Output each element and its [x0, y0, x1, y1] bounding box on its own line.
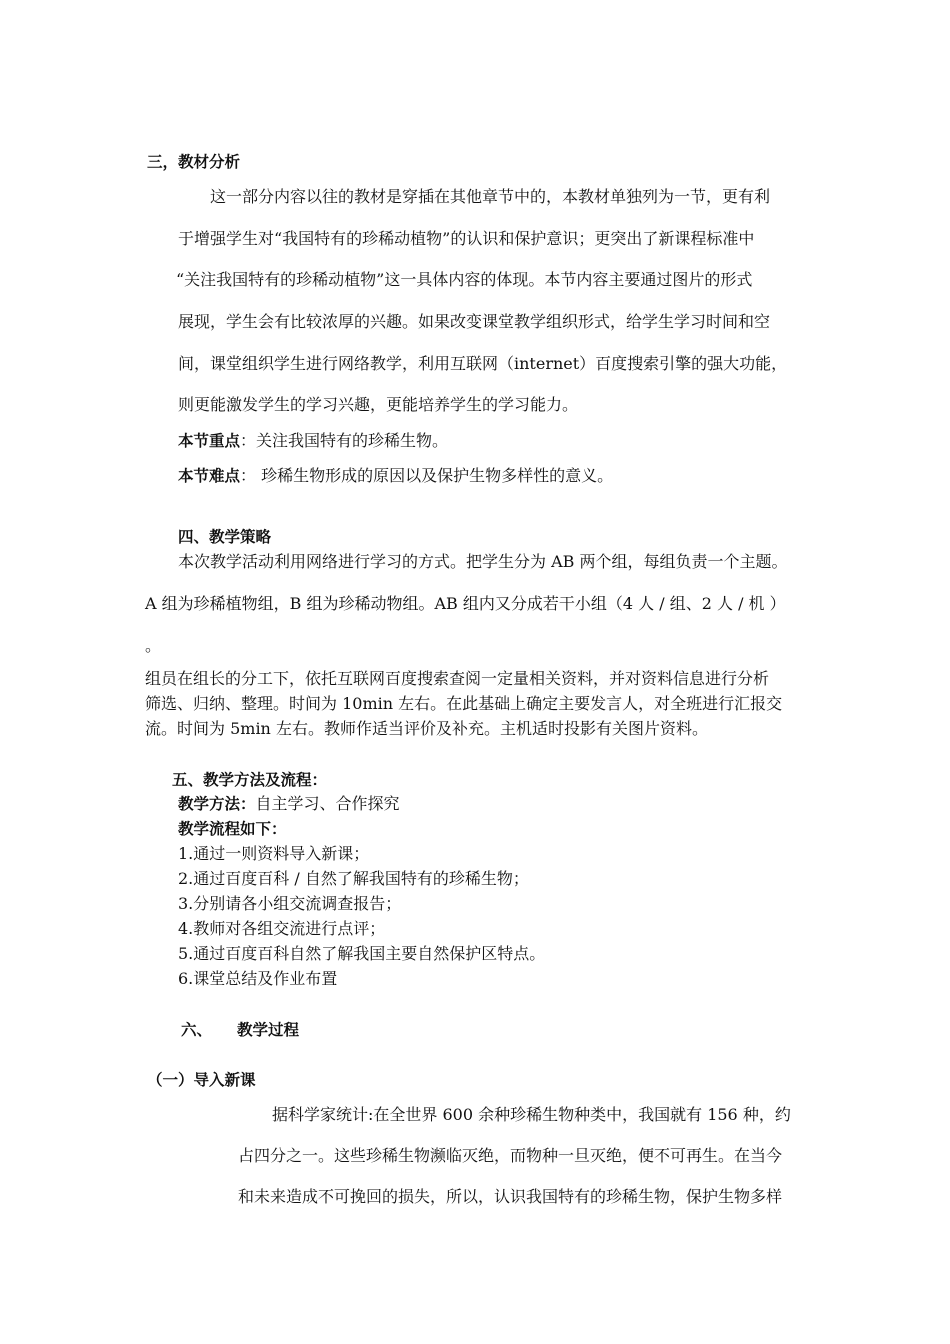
difficulty-label: 本节难点: [178, 467, 241, 485]
flow-step-5: 5.通过百度百科自然了解我国主要自然保护区特点。: [178, 944, 546, 963]
section-4-line-3: 。: [145, 636, 162, 655]
flow-step-3: 3.分别请各小组交流调查报告；: [178, 894, 402, 913]
difficulty-text: ： 珍稀生物形成的原因以及保护生物多样性的意义。: [240, 466, 614, 485]
section-3-line-1: 这一部分内容以往的教材是穿插在其他章节中的，本教材单独列为一节，更有利: [210, 187, 771, 206]
key-point-label: 本节重点: [178, 432, 241, 450]
flow-step-2: 2.通过百度百科 / 自然了解我国特有的珍稀生物；: [178, 869, 529, 888]
method-label: 教学方法：: [178, 795, 256, 813]
section-3-line-2: 于增强学生对“我国特有的珍稀动植物”的认识和保护意识；更突出了新课程标准中: [178, 229, 755, 248]
section-3-heading: 三，教材分析: [147, 153, 241, 171]
section-5-heading: 五、教学方法及流程：: [172, 771, 328, 789]
flow-step-4: 4.教师对各组交流进行点评；: [178, 919, 386, 938]
subsection-1-heading: （一）导入新课: [147, 1071, 256, 1089]
section-3-line-5: 间，课堂组织学生进行网络教学，利用互联网（internet）百度搜索引擎的强大功能，: [178, 354, 788, 373]
section-6-title: 教学过程: [237, 1021, 300, 1039]
flow-step-6: 6.课堂总结及作业布置: [178, 969, 338, 988]
intro-line-1: 据科学家统计:在全世界 600 余种珍稀生物种类中，我国就有 156 种，约: [272, 1105, 791, 1124]
difficulty-line: [178, 465, 613, 487]
section-4-line-1: 本次教学活动利用网络进行学习的方式。把学生分为 AB 两个组，每组负责一个主题。: [178, 552, 788, 571]
intro-line-2: 占四分之一。这些珍稀生物濒临灭绝，而物种一旦灭绝，便不可再生。在当今: [238, 1146, 783, 1165]
flow-step-1: 1.通过一则资料导入新课；: [178, 844, 370, 863]
section-3-line-4: 展现，学生会有比较浓厚的兴趣。如果改变课堂教学组织形式，给学生学习时间和空: [178, 312, 771, 331]
section-4-line-4: 组员在组长的分工下，依托互联网百度搜索查阅一定量相关资料，并对资料信息进行分析: [145, 669, 770, 688]
intro-line-3: 和未来造成不可挽回的损失，所以，认识我国特有的珍稀生物，保护生物多样: [238, 1187, 783, 1206]
key-point-text: ：关注我国特有的珍稀生物。: [240, 431, 449, 450]
flow-label: 教学流程如下：: [178, 820, 287, 838]
method-text: 自主学习、合作探究: [255, 794, 400, 813]
method-line: [178, 793, 400, 815]
section-3-line-6: 则更能激发学生的学习兴趣，更能培养学生的学习能力。: [178, 395, 579, 414]
key-point-line: [178, 430, 448, 452]
section-4-line-6: 流。时间为 5min 左右。教师作适当评价及补充。主机适时投影有关图片资料。: [145, 719, 708, 738]
section-4-line-5: 筛选、归纳、整理。时间为 10min 左右。在此基础上确定主要发言人，对全班进行汇报交: [145, 694, 783, 713]
section-6-number: 六、: [181, 1021, 213, 1039]
section-4-heading: 四、教学策略: [178, 528, 272, 546]
section-3-line-3: “关注我国特有的珍稀动植物”这一具体内容的体现。本节内容主要通过图片的形式: [176, 270, 753, 289]
section-4-line-2: A 组为珍稀植物组，B 组为珍稀动物组。AB 组内又分成若干小组（4 人 / 组、2 人 / 机 ）: [145, 594, 786, 613]
